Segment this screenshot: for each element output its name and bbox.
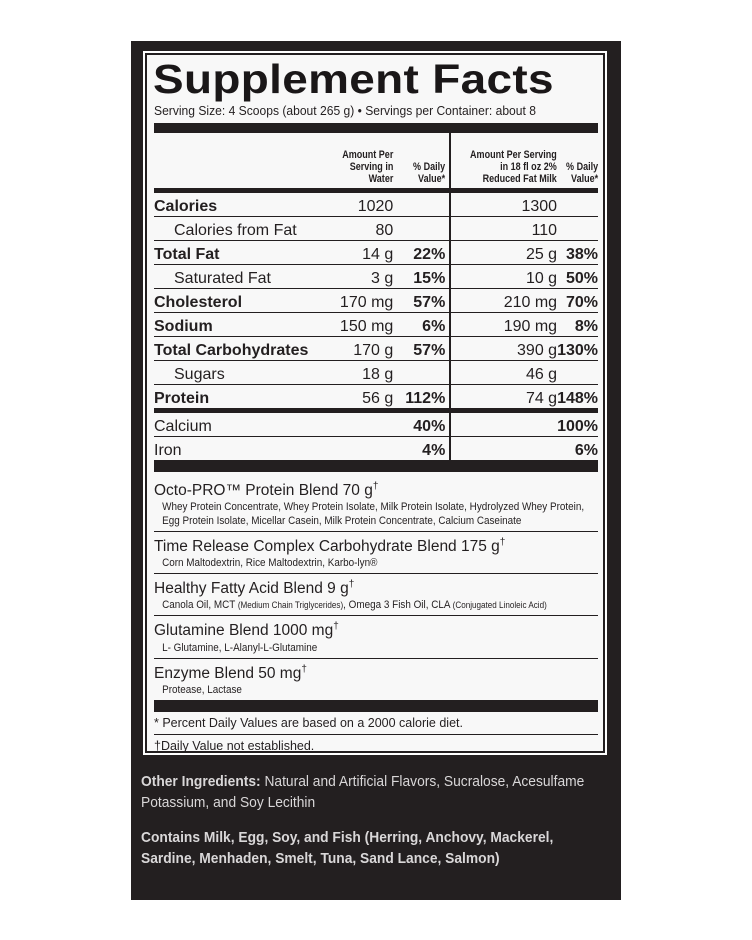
- milk-amount: 25 g: [450, 241, 557, 265]
- milk-daily-value: [557, 361, 598, 385]
- table-row: [154, 217, 598, 241]
- water-daily-value: 112%: [393, 385, 450, 411]
- table-row: [154, 313, 598, 337]
- table-row: [154, 337, 598, 361]
- water-amount: 150 mg: [320, 313, 393, 337]
- nutrient-name: Sugars: [154, 361, 320, 385]
- supplement-facts-panel: [143, 51, 607, 755]
- milk-daily-value: 130%: [557, 337, 598, 361]
- milk-amount: 110: [450, 217, 557, 241]
- milk-daily-value: 70%: [557, 289, 598, 313]
- milk-daily-value: 100%: [557, 411, 598, 437]
- water-daily-value: 4%: [393, 437, 450, 461]
- nutrient-name: Iron: [154, 437, 320, 461]
- other-ingredients-label: Other Ingredients:: [141, 773, 261, 790]
- other-ingredients: [141, 771, 608, 813]
- table-row: [154, 411, 598, 437]
- blend-title: Glutamine Blend 1000 mg†: [154, 621, 339, 640]
- water-daily-value: [393, 217, 450, 241]
- table-row: [154, 361, 598, 385]
- divider-thick: [154, 460, 598, 472]
- water-daily-value: 57%: [393, 289, 450, 313]
- water-amount: 80: [320, 217, 393, 241]
- water-daily-value: 6%: [393, 313, 450, 337]
- dagger-mark: †: [301, 663, 307, 675]
- milk-amount: [450, 437, 557, 461]
- nutrient-name: Calories from Fat: [154, 217, 320, 241]
- table-row: [154, 191, 598, 217]
- allergen-statement: Contains Milk, Egg, Soy, and Fish (Herring, Anchovy, Mackerel, Sardine, Menhaden, Smelt, Tuna, Sand Lance, Salmon): [141, 829, 554, 867]
- nutrient-name: Sodium: [154, 313, 320, 337]
- milk-daily-value: 148%: [557, 385, 598, 411]
- other-info: [141, 771, 611, 883]
- blend-title: Time Release Complex Carbohydrate Blend 175 g†: [154, 537, 506, 556]
- milk-amount: [450, 411, 557, 437]
- header-water-dv: % Daily Value*: [393, 133, 450, 191]
- nutrient-name: Cholesterol: [154, 289, 320, 313]
- table-row: [154, 241, 598, 265]
- blend-title: Healthy Fatty Acid Blend 9 g†: [154, 579, 355, 598]
- table-header-row: [154, 133, 598, 191]
- blend-title: Enzyme Blend 50 mg†: [154, 663, 307, 682]
- supplement-label-frame: [131, 41, 621, 900]
- water-daily-value: 40%: [393, 411, 450, 437]
- water-amount: 170 g: [320, 337, 393, 361]
- nutrient-name: Total Fat: [154, 241, 320, 265]
- milk-daily-value: 50%: [557, 265, 598, 289]
- milk-amount: 390 g: [450, 337, 557, 361]
- nutrient-name: Total Carbohydrates: [154, 337, 320, 361]
- nutrient-name: Calories: [154, 191, 320, 217]
- milk-amount: 1300: [450, 191, 557, 217]
- divider-thick: [154, 700, 598, 712]
- blend-item: [154, 472, 598, 531]
- blend-ingredients: Corn Maltodextrin, Rice Maltodextrin, Karbo-lyn®: [162, 557, 378, 570]
- water-amount: 3 g: [320, 265, 393, 289]
- milk-daily-value: 8%: [557, 313, 598, 337]
- water-amount: [320, 411, 393, 437]
- label-title: Supplement Facts: [153, 56, 554, 102]
- water-daily-value: 57%: [393, 337, 450, 361]
- water-daily-value: [393, 191, 450, 217]
- header-milk-dv: % Daily Value*: [565, 161, 598, 185]
- water-amount: 56 g: [320, 385, 393, 411]
- milk-amount: 190 mg: [450, 313, 557, 337]
- water-amount: 14 g: [320, 241, 393, 265]
- footnote-dagger: †Daily Value not established.: [154, 734, 598, 757]
- blend-item: [154, 573, 598, 615]
- nutrient-name: Protein: [154, 385, 320, 411]
- dagger-mark: †: [333, 621, 339, 633]
- blend-item: [154, 531, 598, 573]
- water-daily-value: [393, 361, 450, 385]
- header-milk-amount: Amount Per Serving in 18 fl oz 2% Reduced Fat Milk: [470, 149, 558, 185]
- blend-ingredients: L- Glutamine, L-Alanyl-L-Glutamine: [162, 641, 318, 654]
- blend-ingredients: Canola Oil, MCT (Medium Chain Triglycerides), Omega 3 Fish Oil, CLA (Conjugated Linoleic Acid): [162, 599, 547, 612]
- milk-daily-value: 38%: [557, 241, 598, 265]
- blend-ingredients: Whey Protein Concentrate, Whey Protein Isolate, Milk Protein Isolate, Hydrolyzed Whey Protein, Egg Protein Isolate, Micellar Casein, Milk Protein Concentrate, Calcium Caseinate: [162, 501, 585, 528]
- dagger-mark: †: [372, 481, 379, 492]
- table-row: [154, 385, 598, 411]
- footnote-daily-value: * Percent Daily Values are based on a 2000 calorie diet.: [154, 715, 463, 730]
- milk-amount: 10 g: [450, 265, 557, 289]
- milk-daily-value: [557, 191, 598, 217]
- other-ingredients-text: Natural and Artificial Flavors, Sucralose, Acesulfame Potassium, and Soy Lecithin: [141, 773, 585, 811]
- nutrient-name: Calcium: [154, 411, 320, 437]
- dagger-mark: †: [348, 579, 355, 591]
- dagger-mark: †: [499, 537, 506, 549]
- blend-list: [154, 472, 598, 700]
- water-daily-value: 22%: [393, 241, 450, 265]
- milk-daily-value: [557, 217, 598, 241]
- milk-amount: 74 g: [450, 385, 557, 411]
- water-amount: 1020: [320, 191, 393, 217]
- serving-info: Serving Size: 4 Scoops (about 265 g) • Servings per Container: about 8: [154, 103, 536, 118]
- blend-title: Octo-PRO™ Protein Blend 70 g†: [154, 481, 379, 500]
- header-water-amount: Amount Per Serving in Water: [342, 149, 394, 185]
- milk-amount: 46 g: [450, 361, 557, 385]
- water-amount: [320, 437, 393, 461]
- blend-item: [154, 658, 598, 700]
- nutrition-table: [154, 133, 598, 460]
- table-row: [154, 289, 598, 313]
- table-row: [154, 265, 598, 289]
- water-amount: 170 mg: [320, 289, 393, 313]
- table-row: [154, 437, 598, 461]
- divider-thick: [154, 123, 598, 133]
- blend-ingredients: Protease, Lactase: [162, 683, 242, 696]
- blend-item: [154, 615, 598, 657]
- water-amount: 18 g: [320, 361, 393, 385]
- milk-daily-value: 6%: [557, 437, 598, 461]
- milk-amount: 210 mg: [450, 289, 557, 313]
- nutrient-name: Saturated Fat: [154, 265, 320, 289]
- water-daily-value: 15%: [393, 265, 450, 289]
